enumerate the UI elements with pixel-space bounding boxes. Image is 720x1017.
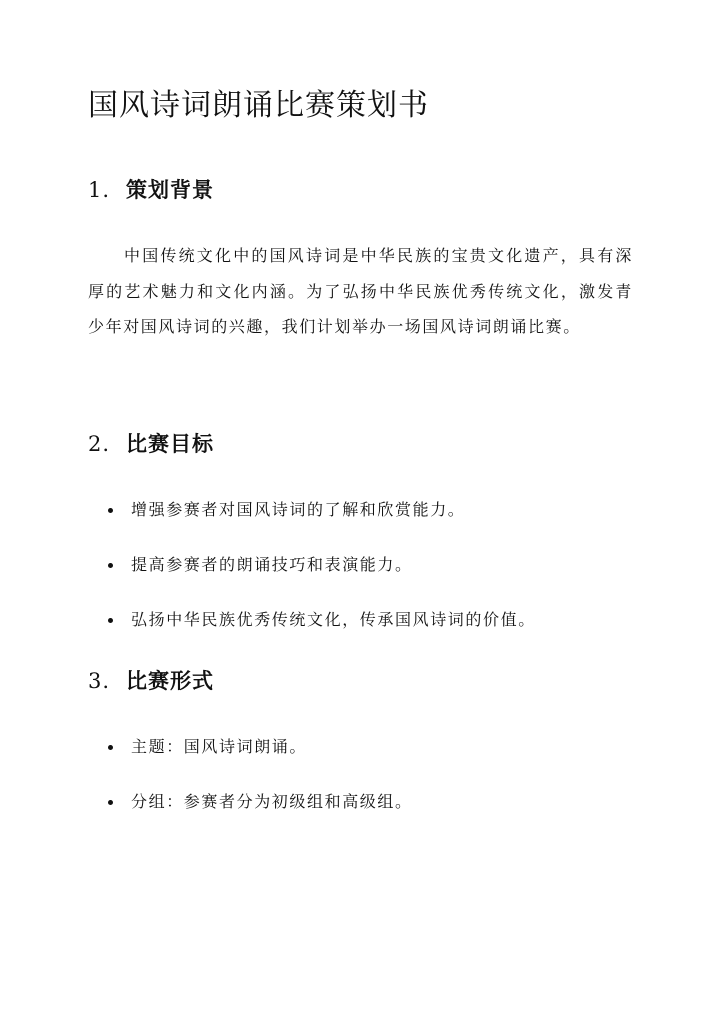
section-title: 比赛目标: [126, 431, 214, 456]
section-title: 策划背景: [126, 177, 214, 202]
list-item-text: 弘扬中华民族优秀传统文化，传承国风诗词的价值。: [131, 610, 536, 629]
list-item-text: 增强参赛者对国风诗词的了解和欣赏能力。: [131, 500, 466, 519]
section-heading-format: [88, 666, 214, 696]
list-item: [88, 606, 648, 634]
background-paragraph: 中国传统文化中的国风诗词是中华民族的宝贵文化遗产，具有深厚的艺术魅力和文化内涵。为了弘扬中华民族优秀传统文化，激发青少年对国风诗词的兴趣，我们计划举办一场国风诗词朗诵比赛。: [88, 246, 633, 336]
list-item-text: 主题：国风诗词朗诵。: [131, 737, 308, 756]
goals-list: [88, 496, 648, 634]
section-number: 3.: [88, 669, 111, 693]
document-title: 国风诗词朗诵比赛策划书: [88, 88, 429, 123]
list-item-text: 分组：参赛者分为初级组和高级组。: [131, 792, 413, 811]
list-item: [88, 788, 648, 816]
bullet-icon: [108, 618, 113, 623]
bullet-icon: [108, 508, 113, 513]
format-list: [88, 733, 648, 816]
section-number: 2.: [88, 432, 111, 456]
section-title: 比赛形式: [126, 668, 214, 693]
section-heading-background: [88, 175, 214, 205]
list-item-text: 提高参赛者的朗诵技巧和表演能力。: [131, 555, 413, 574]
bullet-icon: [108, 800, 113, 805]
section-number: 1.: [88, 178, 111, 202]
section-heading-goals: [88, 429, 214, 459]
bullet-icon: [108, 745, 113, 750]
list-item: [88, 733, 648, 761]
bullet-icon: [108, 563, 113, 568]
list-item: [88, 496, 648, 524]
list-item: [88, 551, 648, 579]
